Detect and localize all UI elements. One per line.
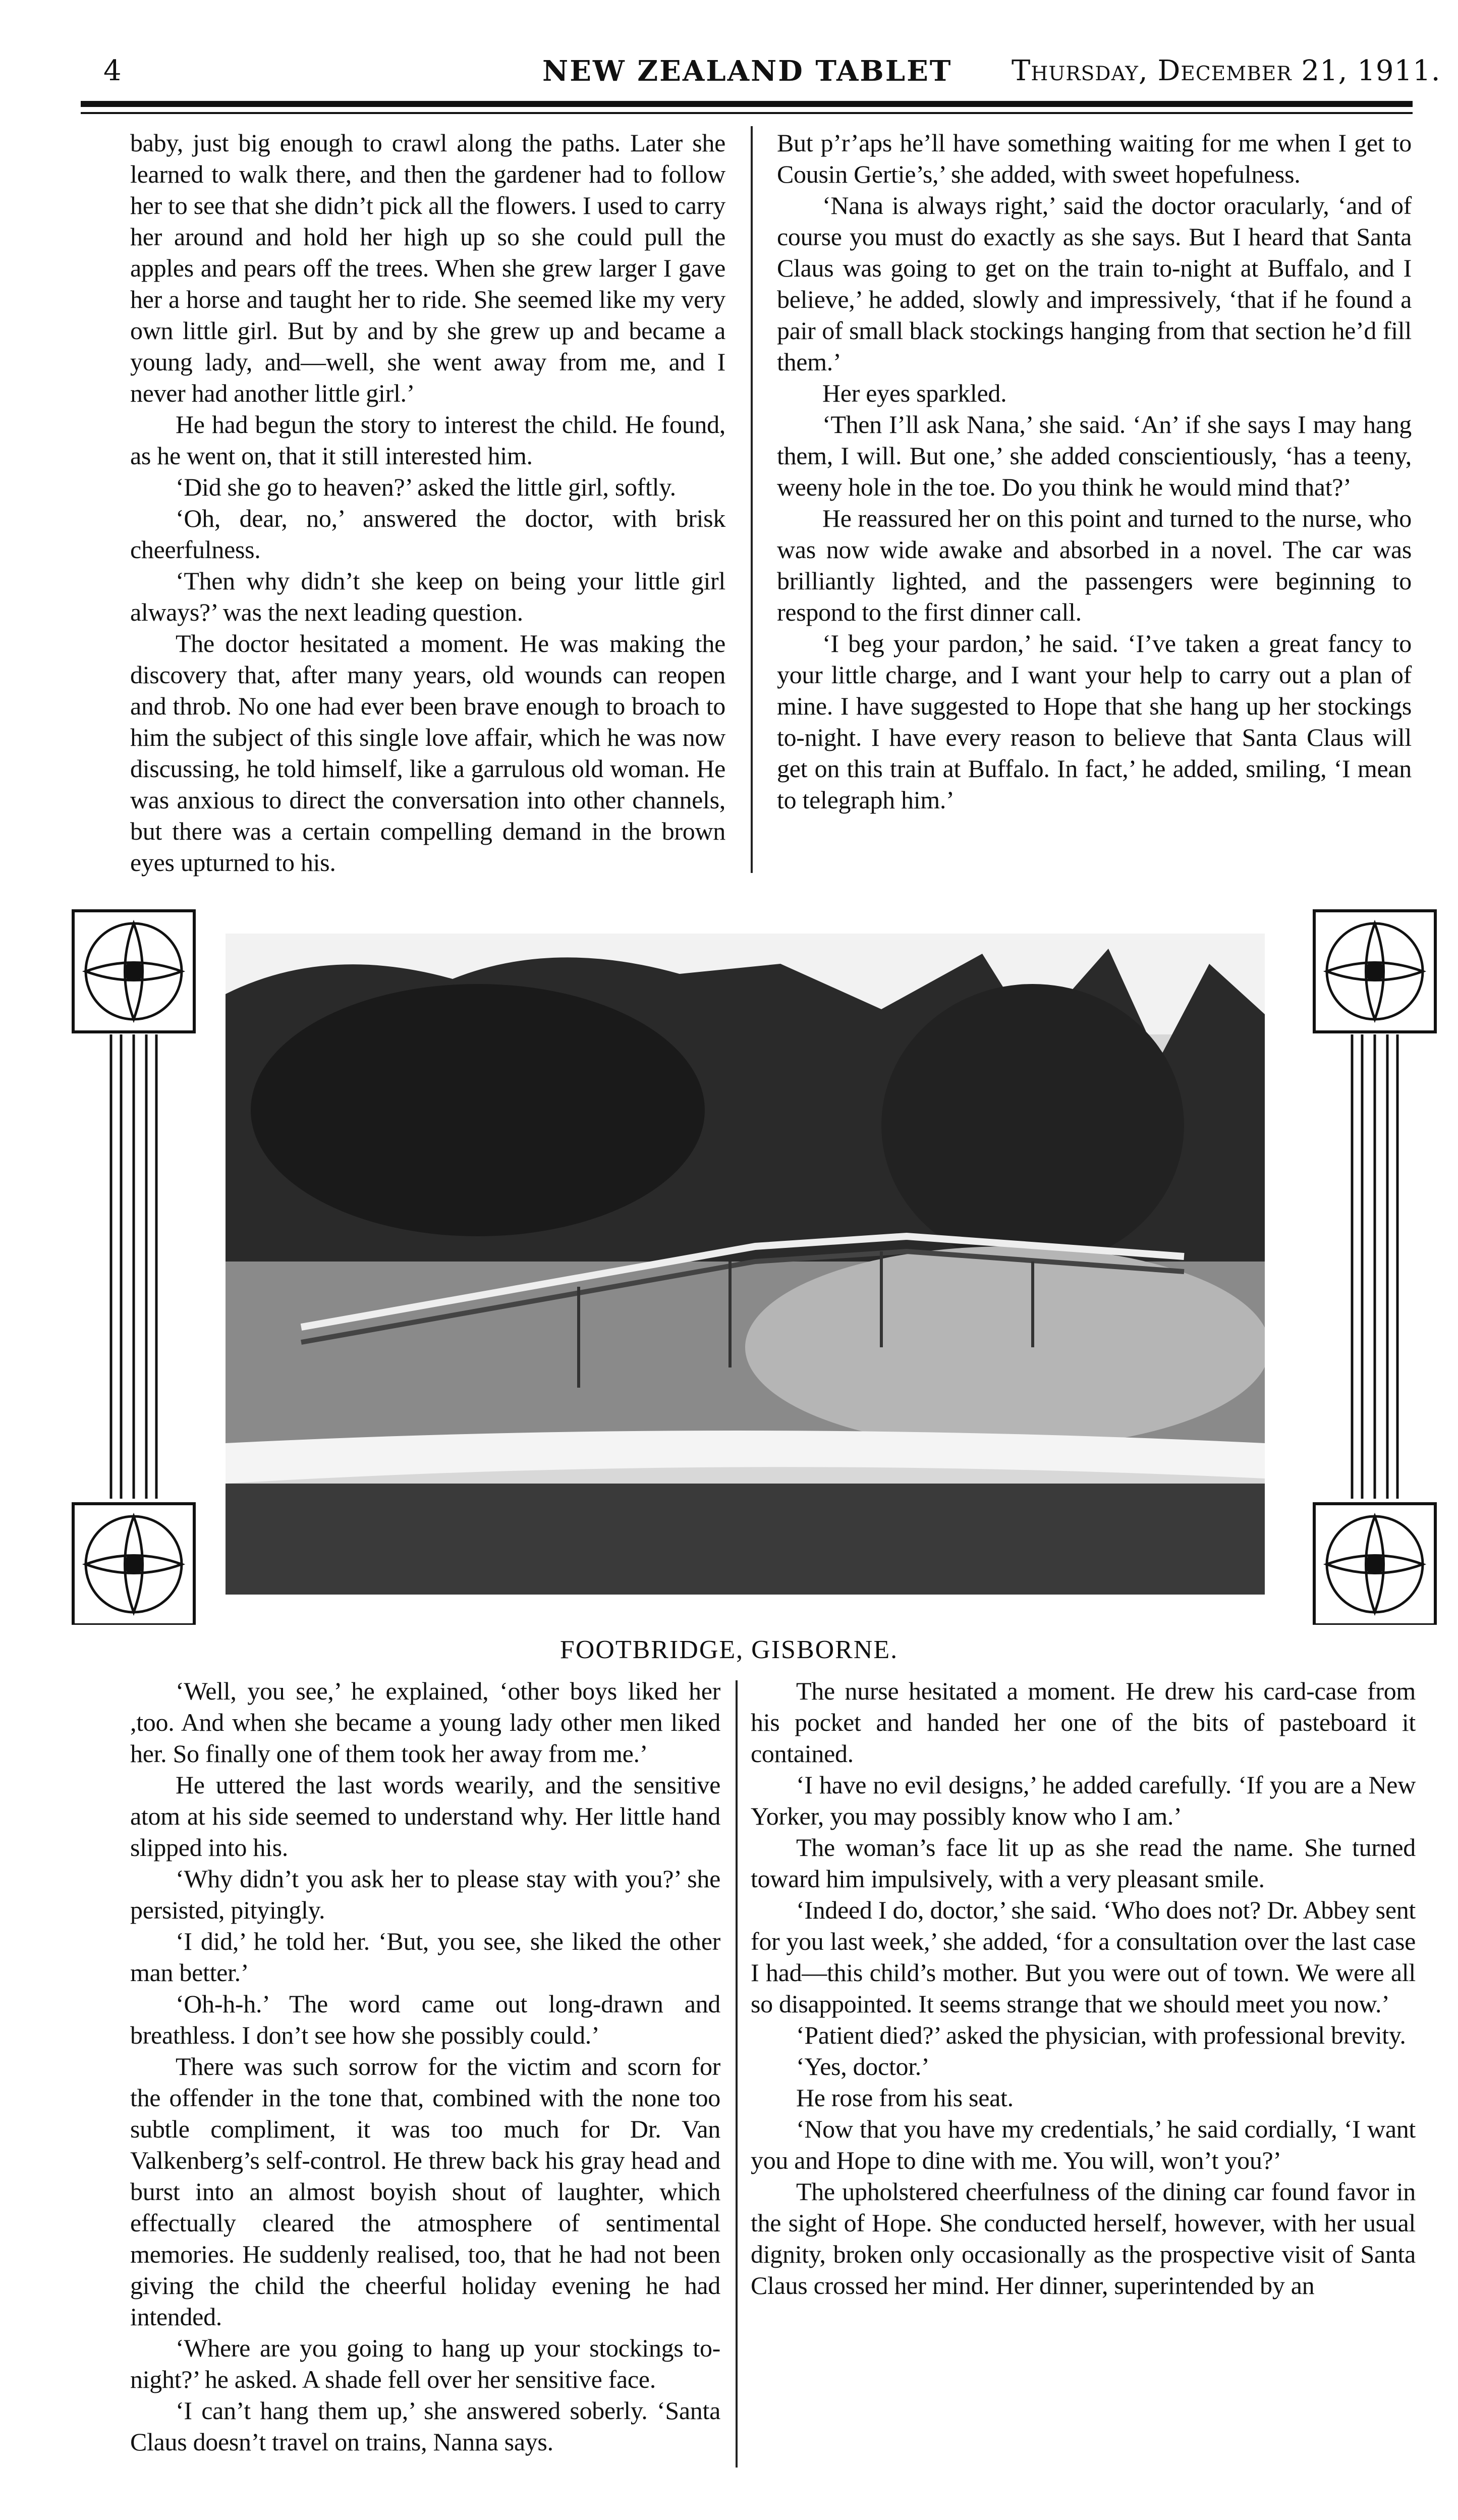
article-paragraph: ‘Yes, doctor.’ <box>796 2052 930 2080</box>
article-paragraph: ‘Where are you going to hang up your stockings to-night?’ he asked. A shade fell over her sensitive face. <box>130 2334 720 2393</box>
header-rule-thin <box>81 112 1413 114</box>
article-column-bottom-right <box>751 1675 1416 2301</box>
article-paragraph: ‘I have no evil designs,’ he added carefully. ‘If you are a New Yorker, you may possibly know who I am.’ <box>751 1771 1416 1830</box>
page-number: 4 <box>103 54 122 87</box>
article-paragraph: He rose from his seat. <box>796 2084 1014 2112</box>
article-paragraph: There was such sorrow for the victim and scorn for the offender in the tone that, combined with the none too subtle compliment, it was too much for Dr. Van Valkenberg’s self-control. He threw back his gray head and burst into an almost boyish shout of laughter, which effectually cleared the atmosphere of sentimental memories. He suddenly realised, too, that he had not been giving the child the cheerful holiday evening he had intended. <box>130 2052 720 2331</box>
column-divider <box>751 126 753 873</box>
article-column-bottom-left <box>130 1675 720 2457</box>
rosette-ornament-icon <box>73 911 194 1032</box>
article-paragraph: ‘Patient died?’ asked the physician, with professional brevity. <box>796 2021 1406 2049</box>
header-rule-thick <box>81 101 1413 107</box>
article-paragraph: ‘Oh-h-h.’ The word came out long-drawn and breathless. I don’t see how she possibly could.’ <box>130 1990 720 2049</box>
article-column-top-left <box>130 127 725 878</box>
rosette-ornament-icon <box>1314 911 1435 1032</box>
article-paragraph: ‘Indeed I do, doctor,’ she said. ‘Who does not? Dr. Abbey sent for you last week,’ she added, ‘for a consultation over the last case I had—this child’s mother. But you were out of town. We were all so disappointed. It seems strange that we should meet you now.’ <box>751 1896 1416 2018</box>
article-paragraph: ‘Nana is always right,’ said the doctor oracularly, ‘and of course you must do exactly as she says. But I heard that Santa Claus was going to get on the train to-night at Buffalo, and I believe,’ he added, slowly and impressively, ‘that if he found a pair of small black stockings hanging from that section he’d fill them.’ <box>777 191 1412 376</box>
article-paragraph: ‘I did,’ he told her. ‘But, you see, she liked the other man better.’ <box>130 1927 720 1987</box>
article-paragraph: ‘Then I’ll ask Nana,’ she said. ‘An’ if she says I may hang them, I will. But one,’ she added conscientiously, ‘has a teeny, weeny hole in the toe. Do you think he would mind that?’ <box>777 410 1412 501</box>
article-paragraph: ‘Oh, dear, no,’ answered the doctor, with brisk cheerfulness. <box>130 504 725 564</box>
issue-date: Thursday, December 21, 1911. <box>1012 54 1441 87</box>
article-paragraph: He uttered the last words wearily, and the sensitive atom at his side seemed to understand why. Her little hand slipped into his. <box>130 1771 720 1861</box>
ornamental-border-left <box>71 908 197 1625</box>
article-paragraph: ‘Well, you see,’ he explained, ‘other boys liked her ,too. And when she became a young lady other men liked her. So finally one of them took her away from me.’ <box>130 1677 720 1768</box>
photo-caption: FOOTBRIDGE, GISBORNE. <box>559 1635 899 1664</box>
column-divider <box>736 1680 738 2468</box>
newspaper-title: NEW ZEALAND TABLET <box>542 54 952 88</box>
article-paragraph: ‘Now that you have my credentials,’ he said cordially, ‘I want you and Hope to dine with me. You will, won’t you?’ <box>751 2115 1416 2174</box>
article-paragraph: The nurse hesitated a moment. He drew his card-case from his pocket and handed her one of the bits of pasteboard it contained. <box>751 1677 1416 1768</box>
footbridge-photograph <box>226 934 1265 1595</box>
article-paragraph: He had begun the story to interest the child. He found, as he went on, that it still interested him. <box>130 410 725 470</box>
article-column-top-right <box>777 127 1412 815</box>
rosette-ornament-icon <box>73 1504 194 1625</box>
article-paragraph: ‘Why didn’t you ask her to please stay with you?’ she persisted, pityingly. <box>130 1865 720 1924</box>
article-paragraph: ‘I can’t hang them up,’ she answered soberly. ‘Santa Claus doesn’t travel on trains, Nanna says. <box>130 2396 720 2456</box>
rosette-ornament-icon <box>1314 1504 1435 1625</box>
article-paragraph: The upholstered cheerfulness of the dining car found favor in the sight of Hope. She conducted herself, however, with her usual dignity, broken only occasionally as the prospective visit of Santa Claus crossed her mind. Her dinner, superintended by an <box>751 2177 1416 2299</box>
article-paragraph: The doctor hesitated a moment. He was making the discovery that, after many years, old wounds can reopen and throb. No one had ever been brave enough to broach to him the subject of this single love affair, which he was now discussing, he told himself, like a garrulous old woman. He was anxious to direct the conversation into other channels, but there was a certain compelling demand in the brown eyes upturned to his. <box>130 629 725 876</box>
article-paragraph: The woman’s face lit up as she read the name. She turned toward him impulsively, with a very pleasant smile. <box>751 1833 1416 1893</box>
article-paragraph: But p’r’aps he’ll have something waiting for me when I get to Cousin Gertie’s,’ she added, with sweet hopefulness. <box>777 129 1412 188</box>
article-paragraph: Her eyes sparkled. <box>822 379 1007 407</box>
article-paragraph: ‘Then why didn’t she keep on being your little girl always?’ was the next leading question. <box>130 567 725 626</box>
ornamental-border-right <box>1312 908 1438 1625</box>
article-paragraph: He reassured her on this point and turned to the nurse, who was now wide awake and absorbed in a novel. The car was brilliantly lighted, and the passengers were beginning to respond to the first dinner call. <box>777 504 1412 626</box>
article-paragraph: ‘Did she go to heaven?’ asked the little girl, softly. <box>176 473 676 501</box>
article-paragraph: baby, just big enough to crawl along the paths. Later she learned to walk there, and then the gardener had to follow her to see that she didn’t pick all the flowers. I used to carry her around and hold her high up so she could pull the apples and pears off the trees. When she grew larger I gave her a horse and taught her to ride. She seemed like my very own little girl. But by and by she grew up and became a young lady, and—well, she went away from me, and I never had another little girl.’ <box>130 129 725 407</box>
article-paragraph: ‘I beg your pardon,’ he said. ‘I’ve taken a great fancy to your little charge, and I want your help to carry out a plan of mine. I have suggested to Hope that she hang up her stockings to-night. I have every reason to believe that Santa Claus will get on this train at Buffalo. In fact,’ he added, smiling, ‘I mean to telegraph him.’ <box>777 629 1412 814</box>
